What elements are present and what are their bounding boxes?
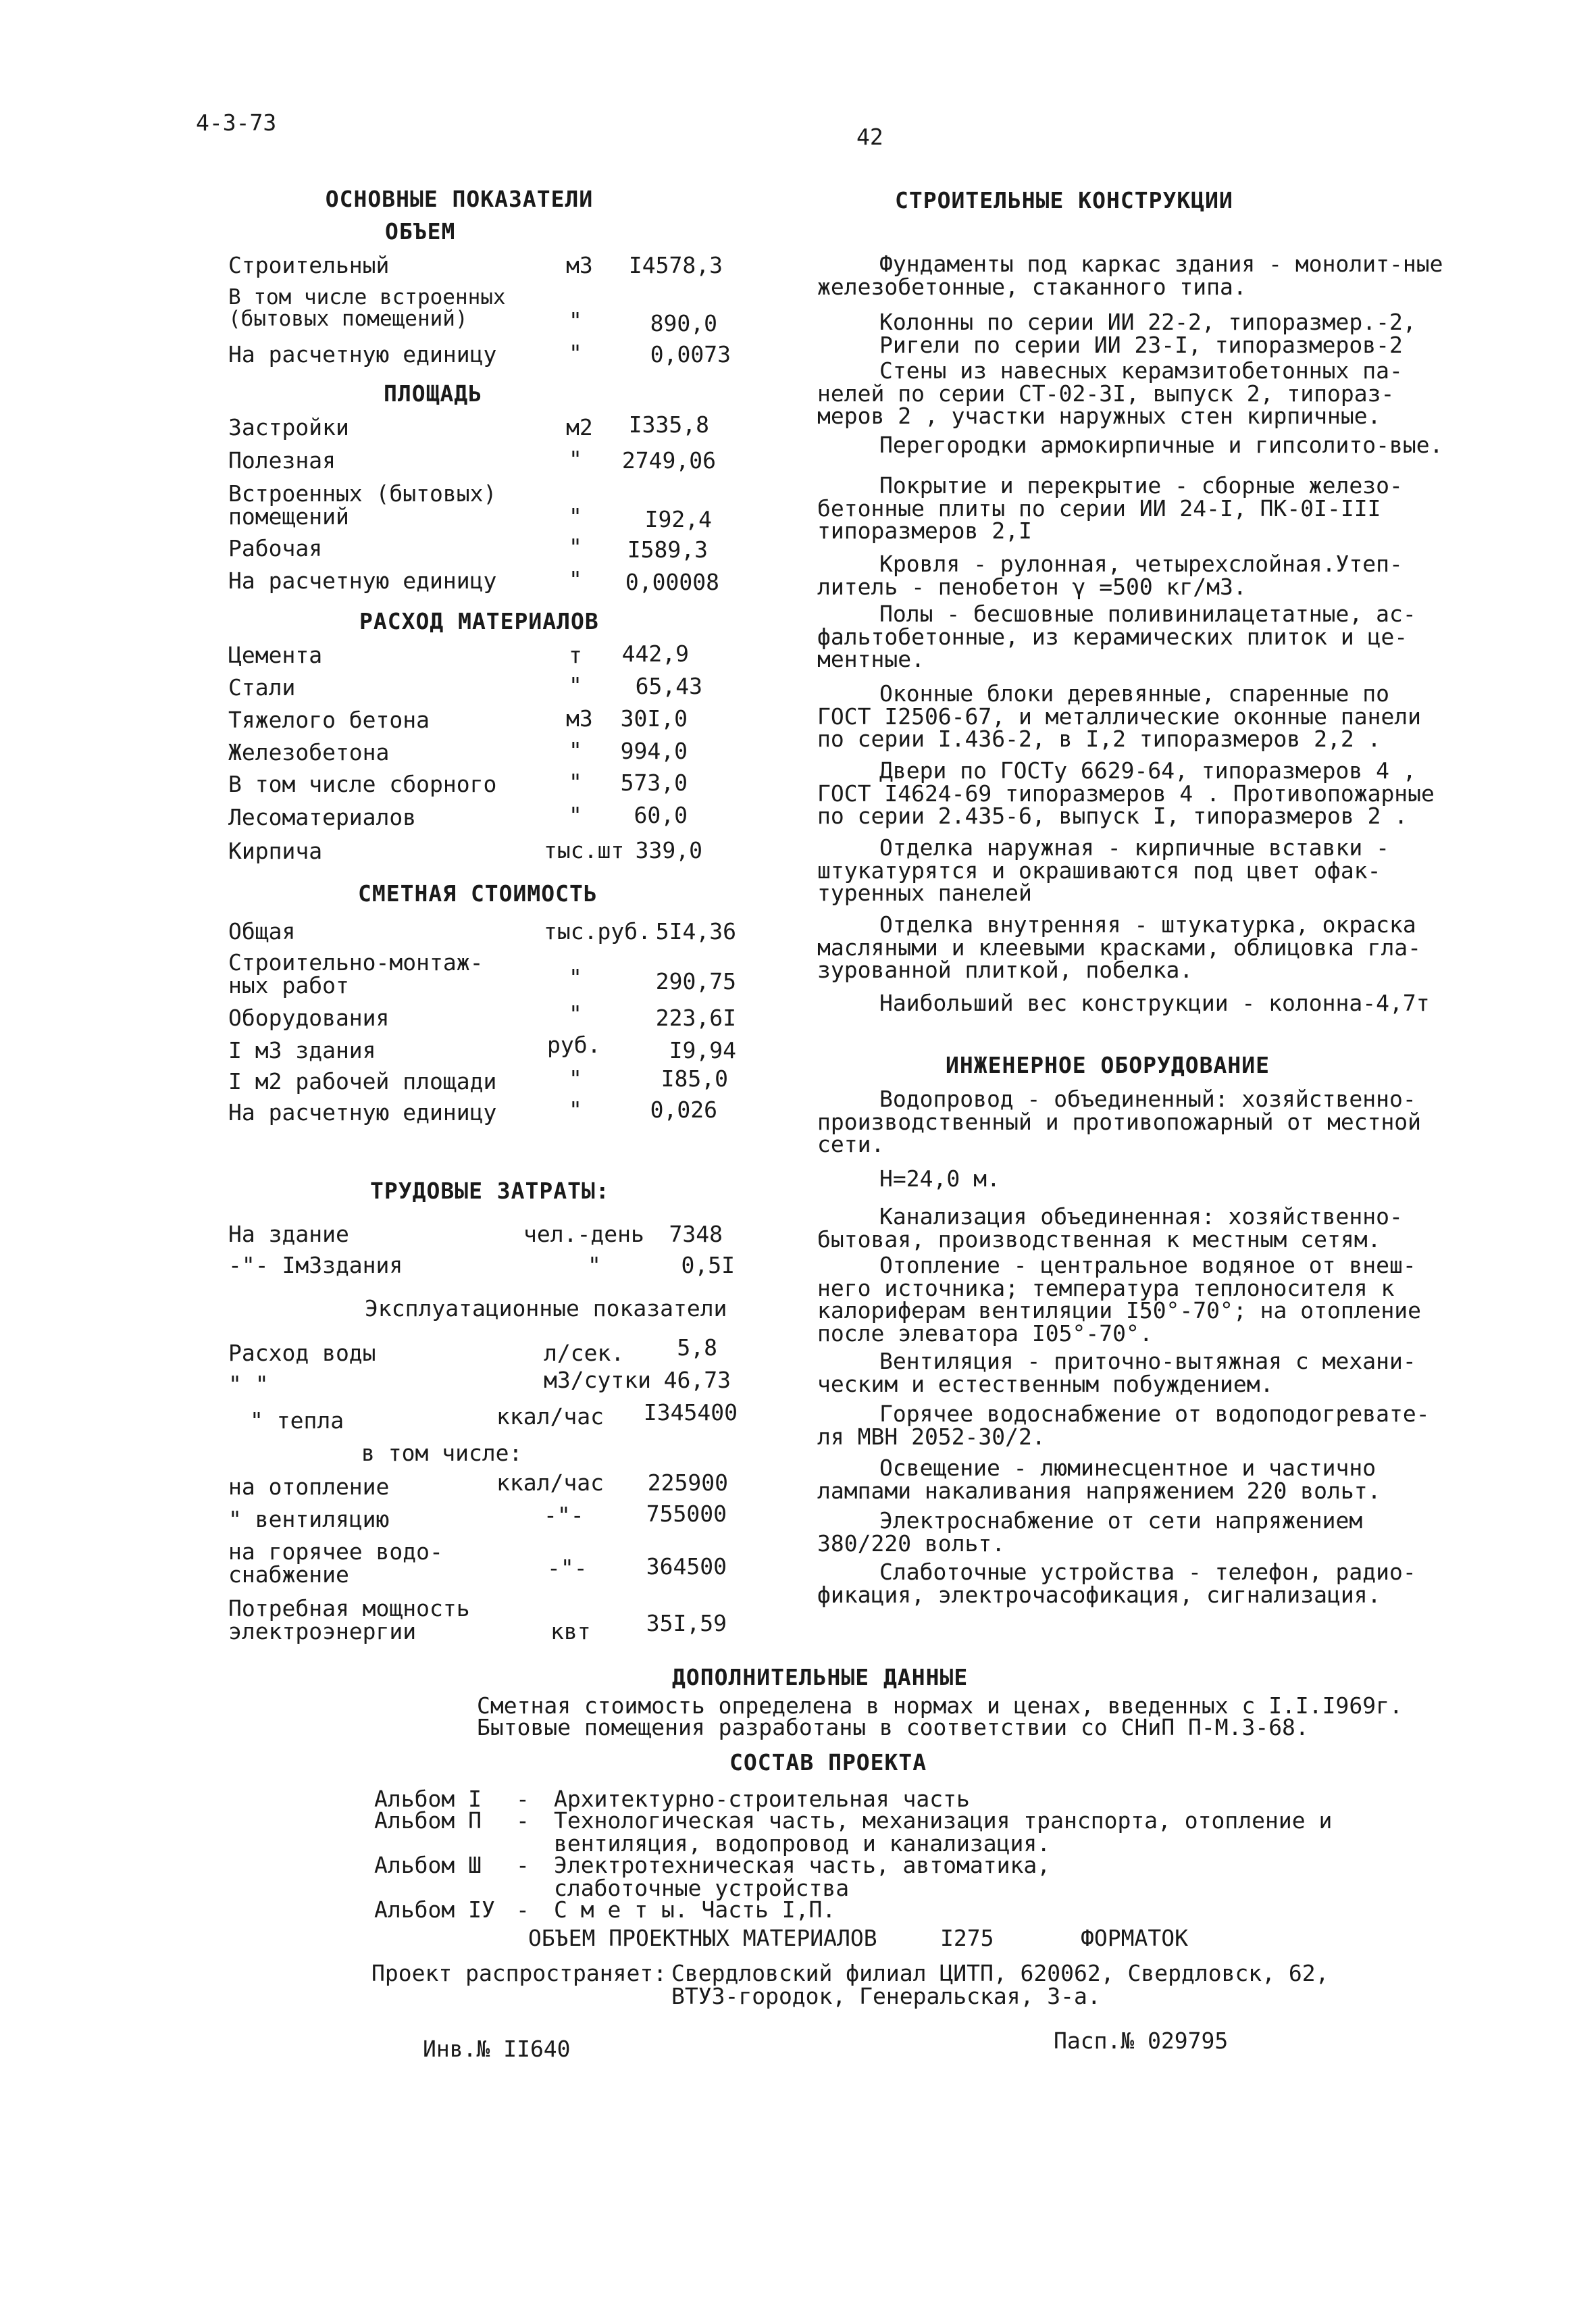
indicator-unit: м3/сутки <box>544 1367 651 1393</box>
indicator-value: 35I,59 <box>646 1610 727 1636</box>
indicator-unit: м3 <box>566 705 593 732</box>
paragraph: Оконные блоки деревянные, спаренные по ГОСТ I2506-67, и металлические оконные панели по серии I.436-2, в I,2 типоразмеров 2,2 . <box>817 680 1422 753</box>
section-heading-labor: ТРУДОВЫЕ ЗАТРАТЫ: <box>370 1178 610 1204</box>
indicator-label: на горячее водо- снабжение <box>228 1538 443 1588</box>
indicator-label: на отопление <box>228 1474 390 1500</box>
album-dash: - <box>516 1852 530 1878</box>
indicator-label: Цемента <box>228 642 323 668</box>
indicator-value: 364500 <box>646 1553 727 1580</box>
paragraph: Покрытие и перекрытие - сборные железо-бетонные плиты по серии ИИ 24-I, ПК-0I-III типоразмеров 2,I <box>817 472 1403 545</box>
indicator-label: Встроенных (бытовых) помещений <box>228 480 497 530</box>
indicator-unit: " <box>569 503 582 530</box>
distributor-label: Проект распространяет: <box>371 1960 667 1986</box>
project-volume-unit: ФОРМАТОК <box>1081 1925 1188 1951</box>
section-heading-additional: ДОПОЛНИТЕЛЬНЫЕ ДАННЫЕ <box>672 1664 969 1690</box>
indicator-label: Строительно-монтаж- ных работ <box>228 949 484 999</box>
indicator-label: " тепла <box>250 1407 344 1434</box>
project-volume-value: I275 <box>940 1925 994 1951</box>
section-heading-composition: СОСТАВ ПРОЕКТА <box>729 1749 927 1776</box>
indicator-unit: ккал/час <box>496 1403 604 1430</box>
paragraph: Горячее водоснабжение от водоподогревате-ля МВН 2052-30/2. <box>817 1401 1430 1450</box>
indicator-value: I335,8 <box>628 411 709 438</box>
album-dash: - <box>516 1786 530 1812</box>
paragraph: Фундаменты под каркас здания - монолит-ные железобетонные, стаканного типа. <box>817 251 1443 300</box>
indicator-label: Общая <box>228 918 296 945</box>
indicator-unit: -"- <box>547 1555 588 1581</box>
indicator-unit: " <box>569 802 582 828</box>
album-dash: - <box>516 1807 530 1834</box>
paragraph: Слаботочные устройства - телефон, радио-фикация, электрочасофикация, сигнализация. <box>817 1559 1416 1608</box>
indicator-label: Расход воды <box>228 1340 376 1366</box>
indicator-value: 5,8 <box>677 1334 717 1361</box>
indicator-value: 5I4,36 <box>655 918 736 945</box>
indicator-value: 339,0 <box>635 837 702 863</box>
indicator-unit: " <box>569 672 582 699</box>
indicator-value: 0,0073 <box>650 341 731 368</box>
indicator-label: В том числе сборного <box>228 771 497 797</box>
additional-line: Бытовые помещения разработаны в соответствии со СНиП П-М.3-68. <box>477 1714 1309 1740</box>
project-volume-label: ОБЪЕМ ПРОЕКТНЫХ МАТЕРИАЛОВ <box>528 1925 877 1951</box>
indicator-label: На расчетную единицу <box>228 568 497 594</box>
indicator-value: 0,5I <box>681 1252 735 1278</box>
passport-number: Пасп.№ 029795 <box>1054 2028 1229 2054</box>
indicator-value: 46,73 <box>663 1367 731 1393</box>
indicator-label: Застройки <box>228 414 349 441</box>
paragraph: Отделка наружная - кирпичные вставки - штукатурятся и окрашиваются под цвет офак-туренных панелей <box>817 834 1389 907</box>
indicator-unit: " <box>569 1001 582 1027</box>
indicator-unit: " <box>569 534 582 560</box>
indicator-label: На здание <box>228 1221 349 1247</box>
indicator-unit: квт <box>550 1618 591 1644</box>
paragraph: Перегородки армокирпичные и гипсолито-вые. <box>879 432 1443 458</box>
indicator-unit: -"- <box>544 1502 584 1528</box>
indicator-label: " вентиляцию <box>228 1506 390 1532</box>
indicator-unit: " <box>569 446 582 472</box>
indicator-label: Рабочая <box>228 535 323 561</box>
album-name: Альбом Ш <box>374 1852 482 1878</box>
album-dash: - <box>516 1896 530 1923</box>
indicator-label: " " <box>228 1371 269 1397</box>
indicator-value: 442,9 <box>621 640 689 667</box>
indicator-value: 7348 <box>669 1221 723 1247</box>
indicator-unit: " <box>569 1097 582 1123</box>
indicator-unit: м2 <box>566 414 593 441</box>
paragraph: Водопровод - объединенный: хозяйственно-производственный и противопожарный от местной сети. <box>817 1086 1422 1158</box>
paragraph: Отделка внутренняя - штукатурка, окраска масляными и клеевыми красками, облицовка гла-зурованной плиткой, побелка. <box>817 911 1422 984</box>
indicator-label: I м3 здания <box>228 1037 376 1063</box>
indicator-value: 290,75 <box>655 968 736 995</box>
indicator-value: I92,4 <box>644 506 712 532</box>
indicator-label: В том числе встроенных (бытовых помещений) <box>228 285 506 331</box>
indicator-unit: тыс.руб. <box>544 918 651 945</box>
section-heading-volume: ОБЪЕМ <box>385 218 456 245</box>
indicator-unit: " <box>569 340 582 366</box>
indicator-value: 65,43 <box>635 673 702 699</box>
indicator-label: Строительный <box>228 252 390 278</box>
indicator-unit: м3 <box>566 252 593 278</box>
paragraph: Полы - бесшовные поливинилацетатные, ас-фальтобетонные, из керамических плиток и це-ментные. <box>817 601 1416 673</box>
indicator-label: На расчетную единицу <box>228 1099 497 1126</box>
album-description: Технологическая часть, механизация транспорта, отопление и вентиляция, водопровод и канализация. <box>554 1807 1333 1857</box>
additional-line: Сметная стоимость определена в нормах и ценах, введенных с I.I.I969г. <box>477 1692 1403 1719</box>
indicator-value: I345400 <box>643 1399 738 1426</box>
indicator-value: 890,0 <box>650 310 717 336</box>
section-heading-engineering: ИНЖЕНЕРНОЕ ОБОРУДОВАНИЕ <box>946 1052 1270 1078</box>
paragraph: Отопление - центральное водяное от внеш-него источника; температура теплоносителя к калориферам вентиляции I50°-70°; на отопление после элеватора I05°-70°. <box>817 1252 1422 1347</box>
indicator-label: На расчетную единицу <box>228 341 497 368</box>
indicator-unit: " <box>569 566 582 593</box>
paragraph: Колонны по серии ИИ 22-2, типоразмер.-2, <box>879 309 1416 335</box>
indicator-value: 223,6I <box>655 1005 736 1031</box>
indicator-unit: " <box>588 1252 601 1278</box>
indicator-unit: " <box>569 737 582 763</box>
paragraph: Двери по ГОСТу 6629-64, типоразмеров 4 , ГОСТ I4624-69 типоразмеров 4 . Противопожарные по серии 2.435-6, выпуск I, типоразмеров 2 . <box>817 757 1435 830</box>
indicator-value: 0,00008 <box>625 569 719 595</box>
indicator-unit: ккал/час <box>496 1469 604 1496</box>
indicator-value: 573,0 <box>620 770 688 796</box>
paragraph: Электроснабжение от сети напряжением 380/220 вольт. <box>817 1507 1363 1557</box>
paragraph: Стены из навесных керамзитобетонных па-нелей по серии СТ-02-3I, выпуск 2, типораз-меров 2 , участки наружных стен кирпичные. <box>817 357 1403 430</box>
document-code: 4-3-73 <box>196 109 277 136</box>
indicator-value: 755000 <box>646 1501 727 1527</box>
indicator-unit: " <box>569 964 582 990</box>
album-name: Альбом I <box>374 1786 482 1812</box>
indicator-label: Оборудования <box>228 1005 390 1031</box>
indicator-unit: тыс.шт <box>544 837 625 863</box>
paragraph: Ригели по серии ИИ 23-I, типоразмеров-2 <box>879 332 1403 358</box>
indicator-value: I9,94 <box>669 1037 736 1063</box>
paragraph: Освещение - люминесцентное и частично лампами накаливания напряжением 220 вольт. <box>817 1455 1381 1504</box>
main-title: ОСНОВНЫЕ ПОКАЗАТЕЛИ <box>325 186 594 212</box>
album-description: С м е т ы. Часть I,П. <box>554 1896 836 1923</box>
indicator-label: Потребная мощность электроэнергии <box>228 1595 470 1644</box>
paragraph: Н=24,0 м. <box>879 1165 1000 1192</box>
page-number: 42 <box>856 124 883 150</box>
indicator-value: I4578,3 <box>628 252 723 278</box>
section-heading-constructions: СТРОИТЕЛЬНЫЕ КОНСТРУКЦИИ <box>895 187 1233 213</box>
paragraph: Наибольший вес конструкции - колонна-4,7т <box>879 990 1430 1016</box>
indicator-label: Железобетона <box>228 739 390 765</box>
album-description: Электротехническая часть, автоматика, слаботочные устройства <box>554 1852 1051 1901</box>
indicator-unit: " <box>569 769 582 795</box>
indicator-label: Стали <box>228 674 296 701</box>
album-description: Архитектурно-строительная часть <box>554 1786 970 1812</box>
indicator-value: I589,3 <box>627 536 708 563</box>
indicator-value: 60,0 <box>634 802 688 828</box>
indicator-label: I м2 рабочей площади <box>228 1068 497 1095</box>
indicator-label: Кирпича <box>228 838 323 864</box>
indicator-unit: " <box>569 1065 582 1092</box>
indicator-unit: чел.-день <box>523 1221 644 1247</box>
paragraph: Канализация объединенная: хозяйственно-бытовая, производственная к местным сетям. <box>817 1203 1403 1253</box>
paragraph: Вентиляция - приточно-вытяжная с механи-ческим и естественным побуждением. <box>817 1348 1416 1397</box>
distributor-text: Свердловский филиал ЦИТП, 620062, Свердловск, 62, ВТУЗ-городок, Генеральская, 3-а. <box>671 1960 1329 2009</box>
indicator-label: Полезная <box>228 447 336 474</box>
indicator-unit: " <box>569 307 582 334</box>
indicator-unit: л/сек. <box>544 1340 625 1366</box>
indicator-value: 2749,06 <box>621 447 716 474</box>
operation-subheading: в том числе: <box>361 1440 523 1466</box>
indicator-value: 225900 <box>647 1469 728 1496</box>
indicator-label: Лесоматериалов <box>228 804 417 830</box>
section-heading-cost: СМЕТНАЯ СТОИМОСТЬ <box>358 880 598 907</box>
indicator-value: I85,0 <box>661 1065 728 1092</box>
paragraph: Кровля - рулонная, четырехслойная.Утеп-литель - пенобетон γ =500 кг/м3. <box>817 551 1403 600</box>
indicator-value: 30I,0 <box>620 705 688 732</box>
section-heading-operation: Эксплуатационные показатели <box>365 1295 727 1322</box>
indicator-value: 0,026 <box>650 1097 717 1123</box>
album-name: Альбом П <box>374 1807 482 1834</box>
section-heading-materials: РАСХОД МАТЕРИАЛОВ <box>359 608 599 634</box>
indicator-unit: т <box>569 642 582 668</box>
indicator-value: 994,0 <box>620 738 688 764</box>
indicator-label: -"- Iм3здания <box>228 1252 403 1278</box>
album-name: Альбом IУ <box>374 1896 495 1923</box>
indicator-label: Тяжелого бетона <box>228 707 430 733</box>
inventory-number: Инв.№ II640 <box>423 2036 571 2062</box>
section-heading-area: ПЛОЩАДЬ <box>384 380 483 407</box>
indicator-unit: руб. <box>547 1032 601 1058</box>
